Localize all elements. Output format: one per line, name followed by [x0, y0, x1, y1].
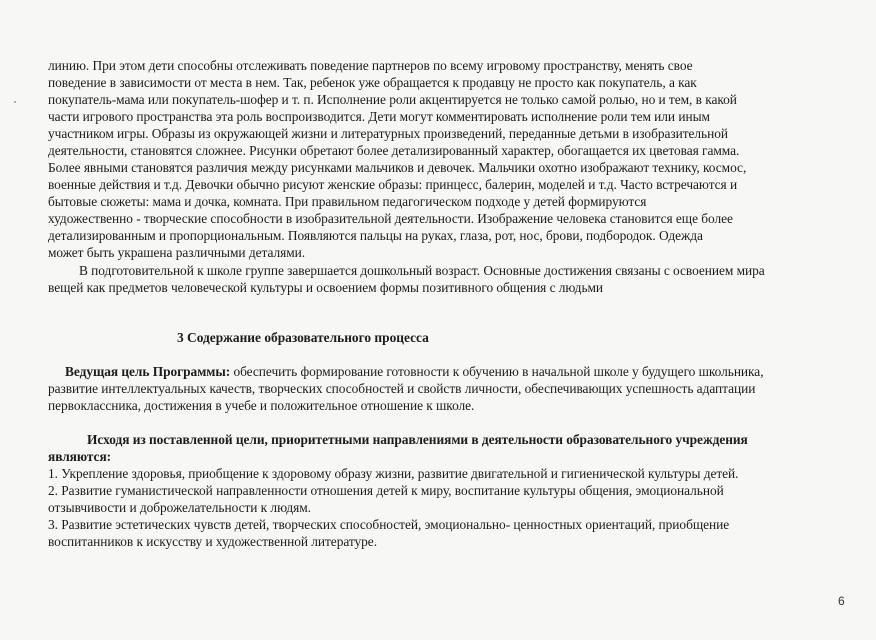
text-line: участником игры. Образы из окружающей жизни и литературных произведений, переданные детьми в изобразительной	[48, 126, 728, 141]
text-line: художественно - творческие способности в изобразительной деятельности. Изображение человека становится еще более	[48, 211, 733, 226]
text-line: покупатель-мама или покупатель-шофер и т. п. Исполнение роли акцентируется не только самой ролью, но и тем, в какой	[48, 92, 737, 107]
goal-text: обеспечить формирование готовности к обучению в начальной школе у будущего школьника,	[230, 364, 764, 379]
text-line: детализированным и пропорциональным. Появляются пальцы на руках, глаза, рот, нос, брови, подбородок. Одежда	[48, 228, 703, 243]
text-line: деятельности, становятся сложнее. Рисунки обретают более детализированный характер, обогащается их цветовая гамма.	[48, 143, 740, 158]
text-line: военные действия и т.д. Девочки обычно рисуют женские образы: принцесс, балерин, моделей и т.д. Часто встречаются и	[48, 177, 738, 192]
list-item: 1. Укрепление здоровья, приобщение к здоровому образу жизни, развитие двигательной и гигиенической культуры детей.	[48, 466, 739, 481]
list-item: 2. Развитие гуманистической направленности отношения детей к миру, воспитание культуры общения, эмоциональной	[48, 483, 724, 498]
page-number: 6	[838, 594, 845, 608]
goal-label: Ведущая цель Программы:	[65, 364, 231, 379]
text-line: поведение в зависимости от места в нем. Так, ребенок уже обращается к продавцу не просто как покупатель, а как	[48, 75, 697, 90]
text-line: являются:	[48, 449, 112, 464]
text-line: может быть украшена различными деталями.	[48, 245, 306, 260]
list-item: отзывчивости и доброжелательности к людям.	[48, 500, 311, 515]
scan-speck	[14, 101, 16, 103]
text-line: части игрового пространства эта роль воспроизводится. Дети могут комментировать исполнение роли тем или иным	[48, 109, 710, 124]
list-item: 3. Развитие эстетических чувств детей, творческих способностей, эмоционально- ценностных ориентаций, приобщение	[48, 517, 730, 532]
text-line: линию. При этом дети способны отслеживать поведение партнеров по всему игровому пространству, менять свое	[48, 58, 693, 73]
text-line	[65, 364, 764, 380]
list-item: воспитанников к искусству и художественной литературе.	[48, 534, 377, 549]
section-heading: 3 Содержание образовательного процесса	[177, 330, 429, 345]
text-line: бытовые сюжеты: мама и дочка, комната. При правильном педагогическом подходе у детей формируются	[48, 194, 647, 209]
text-line: вещей как предметов человеческой культуры и освоением формы позитивного общения с людьми	[48, 280, 604, 295]
text-line: В подготовительной к школе группе завершается дошкольный возраст. Основные достижения связаны с освоением мира	[79, 263, 765, 278]
text-line: Исходя из поставленной цели, приоритетными направлениями в деятельности образовательного учреждения	[87, 432, 748, 447]
text-line: развитие интеллектуальных качеств, творческих способностей и свойств личности, обеспечивающих успешность адаптации	[48, 381, 756, 396]
text-line: Более явными становятся различия между рисунками мальчиков и девочек. Мальчики охотно изображают технику, космос,	[48, 160, 747, 175]
text-line: первоклассника, достижения в учебе и положительное отношение к школе.	[48, 398, 475, 413]
